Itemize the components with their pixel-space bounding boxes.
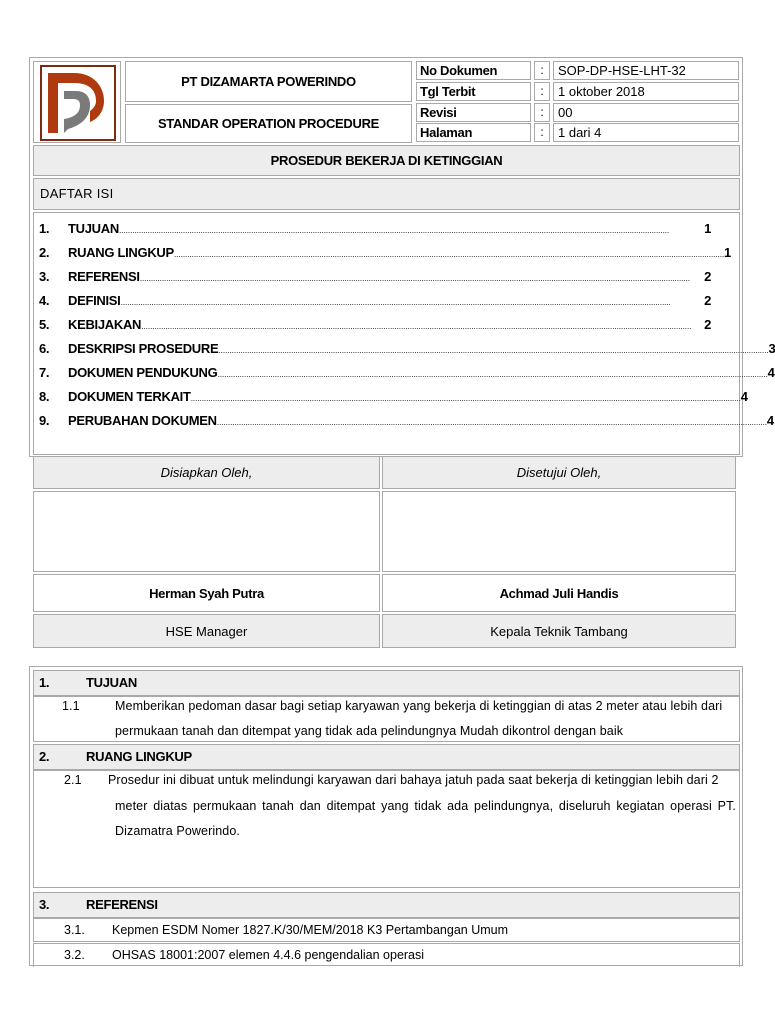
toc-page: 1 xyxy=(724,245,731,260)
toc-label: DOKUMEN TERKAIT xyxy=(68,389,191,404)
toc-leader: .......................................................................................................................................................................................................................................................... xyxy=(120,297,671,307)
approved-by-label: Disetujui Oleh, xyxy=(382,456,736,489)
item-text: OHSAS 18001:2007 elemen 4.4.6 pengendalian operasi xyxy=(112,948,425,962)
meta-colon: : xyxy=(534,123,550,142)
toc-leader: .......................................................................................................................................................................................................................................................... xyxy=(218,345,769,355)
document-title: PROSEDUR BEKERJA DI KETINGGIAN xyxy=(33,145,740,176)
item-text-line: permukaan tanah dan ditempat yang tidak ada pelindungnya Mudah dikontrol dengan baik xyxy=(115,724,624,738)
toc-num: 6. xyxy=(39,341,50,356)
prepared-signature-area[interactable] xyxy=(33,491,380,572)
item-num: 3.1. xyxy=(64,923,85,937)
toc-page: 4 xyxy=(767,365,775,380)
toc-item[interactable] xyxy=(39,388,748,406)
prepared-by-name: Herman Syah Putra xyxy=(33,574,380,612)
reference-item xyxy=(33,943,740,967)
toc-label: DESKRIPSI PROSEDURE xyxy=(68,341,219,356)
toc-num: 4. xyxy=(39,293,50,308)
section-title: RUANG LINGKUP xyxy=(86,749,192,764)
toc-leader: .......................................................................................................................................................................................................................................................... xyxy=(173,249,725,259)
prepared-by-label: Disiapkan Oleh, xyxy=(33,456,380,489)
toc-num: 3. xyxy=(39,269,50,284)
toc-item[interactable] xyxy=(39,292,711,310)
company-logo xyxy=(40,65,116,141)
section-num: 2. xyxy=(39,749,50,764)
item-text-line: meter diatas permukaan tanah dan ditempat yang tidak ada pelindungnya, diseluruh kegiatan operasi PT. xyxy=(115,799,736,813)
approved-by-role: Kepala Teknik Tambang xyxy=(382,614,736,648)
toc-item[interactable] xyxy=(39,364,775,382)
section-header-tujuan xyxy=(33,670,740,696)
item-text-line: Prosedur ini dibuat untuk melindungi karyawan dari bahaya jatuh pada saat bekerja di ketinggian lebih dari 2 xyxy=(108,773,719,787)
section-body-tujuan xyxy=(33,696,740,742)
toc-num: 7. xyxy=(39,365,50,380)
approved-signature-area[interactable] xyxy=(382,491,736,572)
item-text-line: Memberikan pedoman dasar bagi setiap karyawan yang bekerja di ketinggian di atas 2 meter atau lebih dari xyxy=(115,699,723,713)
toc-page: 3 xyxy=(768,341,775,356)
toc-num: 1. xyxy=(39,221,50,236)
prepared-by-role: HSE Manager xyxy=(33,614,380,648)
meta-colon: : xyxy=(534,82,550,101)
toc-label: DEFINISI xyxy=(68,293,121,308)
toc-item[interactable] xyxy=(39,412,774,430)
toc-num: 2. xyxy=(39,245,50,260)
toc-num: 8. xyxy=(39,389,50,404)
meta-value-tgl-terbit: 1 oktober 2018 xyxy=(553,82,739,101)
item-num: 2.1 xyxy=(64,773,82,787)
toc-leader: .......................................................................................................................................................................................................................................................... xyxy=(118,225,670,235)
toc-label: KEBIJAKAN xyxy=(68,317,142,332)
logo-cell xyxy=(33,61,121,143)
toc-item[interactable] xyxy=(39,244,731,262)
dp-logo-icon xyxy=(42,67,114,139)
toc-page: 2 xyxy=(704,317,711,332)
toc-label: REFERENSI xyxy=(68,269,140,284)
toc-page: 4 xyxy=(766,413,774,428)
toc-label: DOKUMEN PENDUKUNG xyxy=(68,365,218,380)
toc-page: 1 xyxy=(704,221,711,236)
section-header-ruang-lingkup xyxy=(33,744,740,770)
toc-item[interactable] xyxy=(39,316,711,334)
meta-label-revisi: Revisi xyxy=(416,103,531,122)
section-body-ruang-lingkup xyxy=(33,770,740,888)
toc-label: RUANG LINGKUP xyxy=(68,245,174,260)
toc-label: TUJUAN xyxy=(68,221,119,236)
item-num: 1.1 xyxy=(62,699,80,713)
section-title: TUJUAN xyxy=(86,675,137,690)
meta-label-tgl-terbit: Tgl Terbit xyxy=(416,82,531,101)
section-header-referensi xyxy=(33,892,740,918)
reference-item xyxy=(33,918,740,942)
item-text-line: Dizamatra Powerindo. xyxy=(115,824,240,838)
toc-heading: DAFTAR ISI xyxy=(33,178,740,210)
toc-leader: .......................................................................................................................................................................................................................................................... xyxy=(216,417,767,427)
meta-label-no-dokumen: No Dokumen xyxy=(416,61,531,80)
document-type: STANDAR OPERATION PROCEDURE xyxy=(125,104,412,143)
toc-page: 4 xyxy=(740,389,748,404)
toc-item[interactable] xyxy=(39,268,711,286)
toc-label: PERUBAHAN DOKUMEN xyxy=(68,413,217,428)
meta-value-no-dokumen: SOP-DP-HSE-LHT-32 xyxy=(553,61,739,80)
section-num: 1. xyxy=(39,675,50,690)
toc-num: 9. xyxy=(39,413,50,428)
toc-leader: .......................................................................................................................................................................................................................................................... xyxy=(190,393,741,403)
toc-item[interactable] xyxy=(39,220,711,238)
section-title: REFERENSI xyxy=(86,897,158,912)
toc-leader: .......................................................................................................................................................................................................................................................... xyxy=(217,369,768,379)
meta-colon: : xyxy=(534,61,550,80)
approved-by-name: Achmad Juli Handis xyxy=(382,574,736,612)
toc-leader: .......................................................................................................................................................................................................................................................... xyxy=(141,321,692,331)
item-num: 3.2. xyxy=(64,948,85,962)
toc-leader: .......................................................................................................................................................................................................................................................... xyxy=(139,273,690,283)
toc-item[interactable] xyxy=(39,340,775,358)
meta-value-revisi: 00 xyxy=(553,103,739,122)
toc-num: 5. xyxy=(39,317,50,332)
table-of-contents xyxy=(33,212,775,455)
company-name: PT DIZAMARTA POWERINDO xyxy=(125,61,412,102)
item-text: Kepmen ESDM Nomer 1827.K/30/MEM/2018 K3 Pertambangan Umum xyxy=(112,923,509,937)
meta-label-halaman: Halaman xyxy=(416,123,531,142)
meta-colon: : xyxy=(534,103,550,122)
section-num: 3. xyxy=(39,897,50,912)
toc-page: 2 xyxy=(704,293,711,308)
toc-page: 2 xyxy=(704,269,711,284)
meta-value-halaman: 1 dari 4 xyxy=(553,123,739,142)
